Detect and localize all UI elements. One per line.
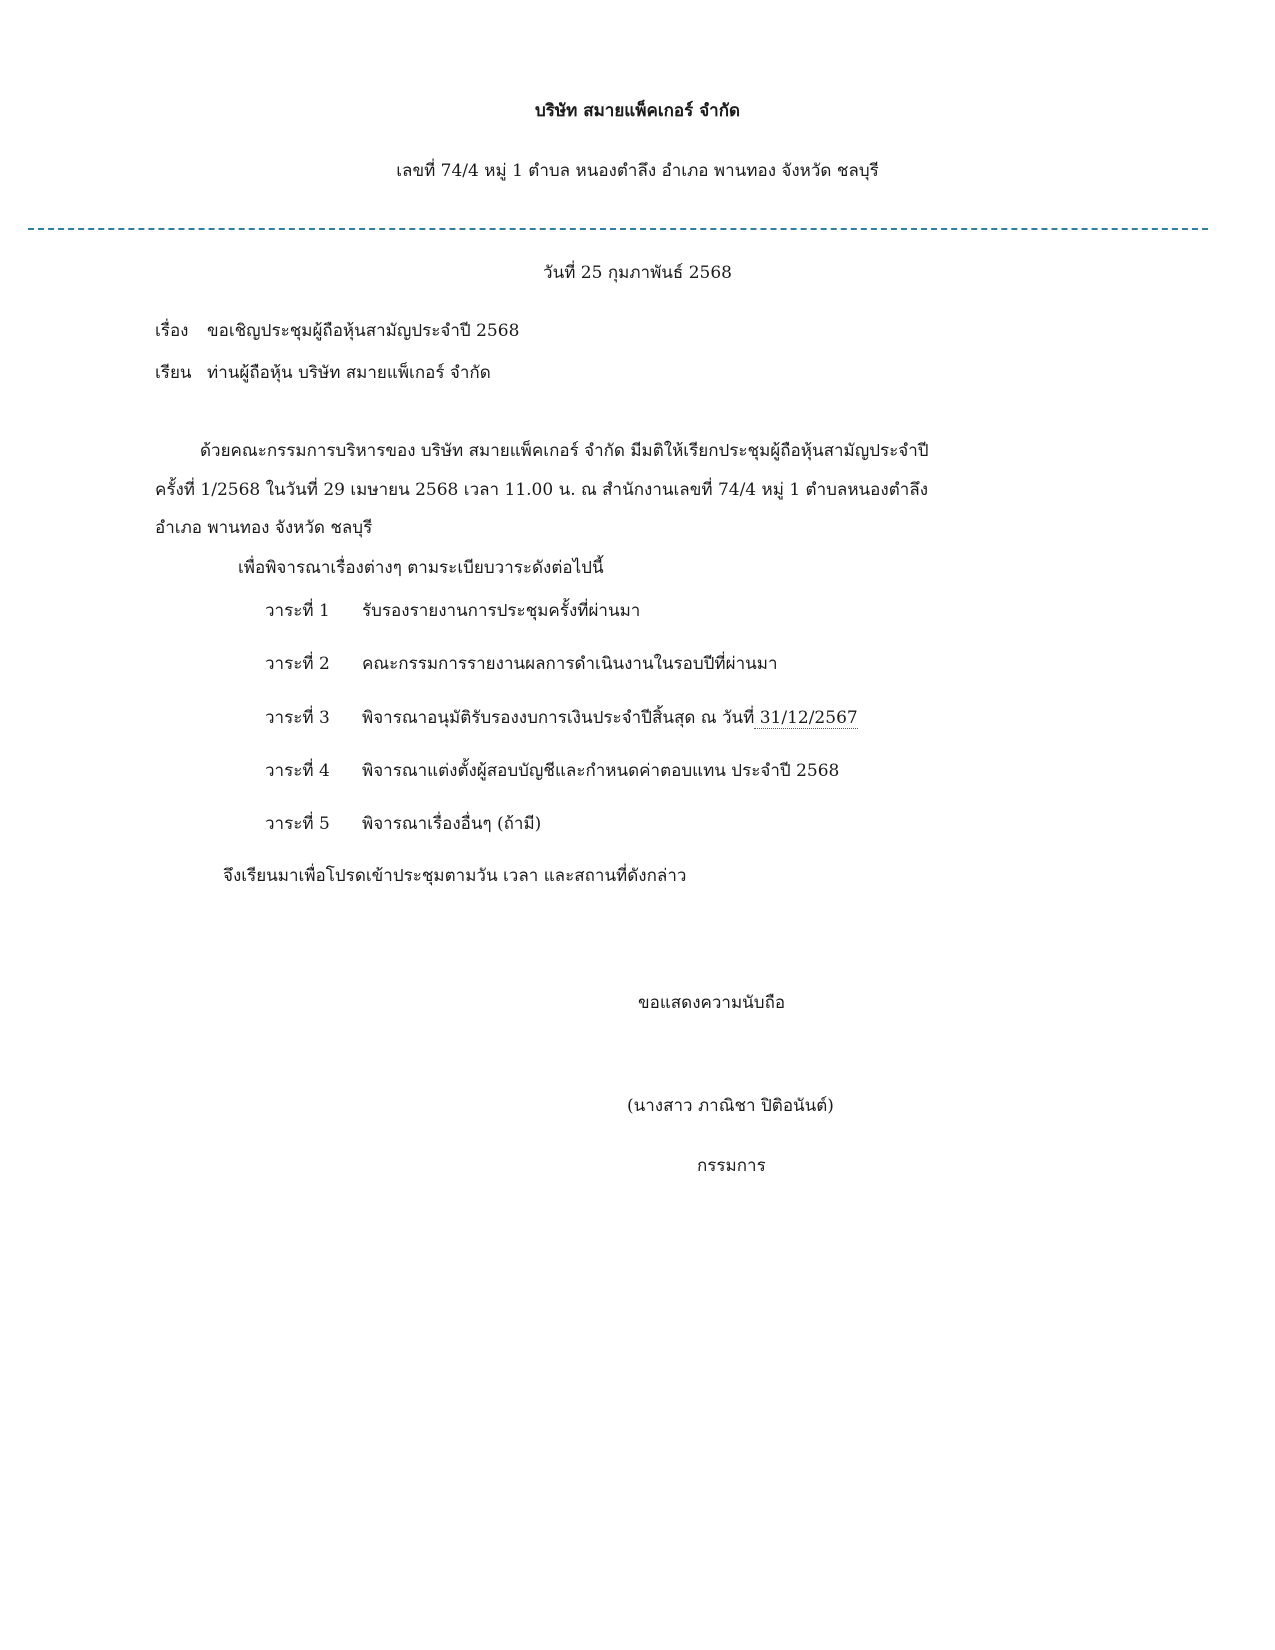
- header-divider: [28, 228, 1208, 230]
- agenda-text: พิจารณาเรื่องอื่นๆ (ถ้ามี): [362, 814, 542, 834]
- subject-text: ขอเชิญประชุมผู้ถือหุ้นสามัญประจำปี 2568: [207, 321, 520, 341]
- agenda-number: วาระที่ 1: [265, 601, 330, 621]
- body-line-1: ด้วยคณะกรรมการบริหารของ บริษัท สมายแพ็คเกอร์ จำกัด มีมติให้เรียกประชุมผู้ถือหุ้นสามัญประจำปี: [200, 441, 929, 461]
- company-name: บริษัท สมายแพ็คเกอร์ จำกัด: [534, 101, 741, 121]
- subject-label: เรื่อง: [155, 321, 189, 341]
- agenda-number: วาระที่ 2: [265, 654, 330, 674]
- agenda-text: พิจารณาแต่งตั้งผู้สอบบัญชีและกำหนดค่าตอบแทน ประจำปี 2568: [362, 761, 840, 781]
- agenda-number: วาระที่ 3: [265, 708, 330, 728]
- agenda-text: [362, 710, 858, 727]
- agenda-text: รับรองรายงานการประชุมครั้งที่ผ่านมา: [362, 601, 641, 621]
- closing-line: จึงเรียนมาเพื่อโปรดเข้าประชุมตามวัน เวลา และสถานที่ดังกล่าว: [223, 866, 687, 886]
- agenda-3-text: พิจารณาอนุมัติรับรองงบการเงินประจำปีสิ้นสุด ณ วันที่: [362, 708, 755, 728]
- signatory-position: กรรมการ: [697, 1156, 766, 1176]
- body-line-3: อำเภอ พานทอง จังหวัด ชลบุรี: [155, 518, 373, 538]
- agenda-number: วาระที่ 4: [265, 761, 330, 781]
- to-text: ท่านผู้ถือหุ้น บริษัท สมายแพ็เกอร์ จำกัด: [207, 363, 491, 383]
- agenda-text: คณะกรรมการรายงานผลการดำเนินงานในรอบปีที่ผ่านมา: [362, 654, 778, 674]
- agenda-number: วาระที่ 5: [265, 814, 330, 834]
- signatory-name: (นางสาว ภาณิชา ปิติอนันต์): [627, 1096, 834, 1116]
- body-line-2: ครั้งที่ 1/2568 ในวันที่ 29 เมษายน 2568 เวลา 11.00 น. ณ สำนักงานเลขที่ 74/4 หมู่ 1 ตำบลหนองตำลึง: [155, 480, 928, 500]
- sign-off: ขอแสดงความนับถือ: [638, 993, 786, 1013]
- letter-date: วันที่ 25 กุมภาพันธ์ 2568: [543, 263, 732, 283]
- agenda-3-date: 31/12/2567: [754, 708, 858, 728]
- company-address: เลขที่ 74/4 หมู่ 1 ตำบล หนองตำลึง อำเภอ พานทอง จังหวัด ชลบุรี: [396, 161, 879, 181]
- agenda-intro: เพื่อพิจารณาเรื่องต่างๆ ตามระเบียบวาระดังต่อไปนี้: [238, 558, 604, 578]
- to-label: เรียน: [155, 363, 192, 383]
